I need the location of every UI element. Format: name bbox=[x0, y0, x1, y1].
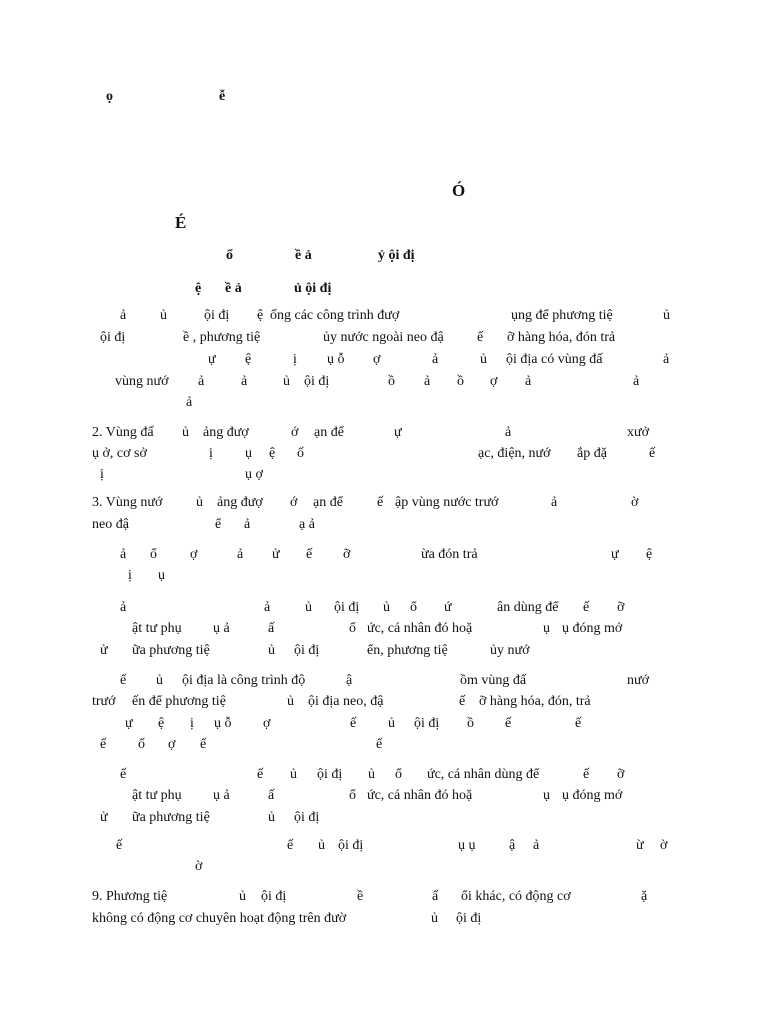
text-fragment: ế bbox=[287, 838, 294, 853]
text-fragment: ụ ở, cơ sở bbox=[92, 446, 147, 461]
text-fragment: ổ bbox=[349, 788, 356, 803]
text-fragment: ả bbox=[505, 425, 512, 440]
text-fragment: không có động cơ chuyên hoạt động trên đườ bbox=[92, 911, 347, 926]
text-fragment: ảng đượ bbox=[203, 425, 249, 440]
text-fragment: ức, cá nhân đó hoặ bbox=[367, 788, 473, 803]
text-fragment: ội đị bbox=[304, 374, 330, 389]
text-fragment: ức, cá nhân dùng để bbox=[427, 767, 540, 782]
text-fragment: ệ bbox=[257, 308, 264, 323]
text-fragment: ế bbox=[120, 767, 127, 782]
text-fragment: ụ ỗ bbox=[327, 352, 345, 367]
text-fragment: ế bbox=[459, 694, 466, 709]
text-fragment: ậ bbox=[346, 673, 353, 688]
text-fragment: ụ ợ bbox=[245, 467, 263, 482]
text-fragment: ủ bbox=[431, 911, 438, 926]
text-fragment: ập vùng nước trướ bbox=[395, 495, 499, 510]
text-fragment: ề bbox=[357, 889, 364, 904]
text-fragment: ữa phương tiệ bbox=[132, 643, 210, 658]
text-fragment: ự bbox=[208, 352, 216, 367]
text-fragment: ệ bbox=[245, 352, 252, 367]
subsection-heading-part: ệ bbox=[195, 281, 202, 296]
text-fragment: ự bbox=[394, 425, 402, 440]
text-fragment: ụ bbox=[543, 788, 550, 803]
text-fragment: ị bbox=[190, 716, 194, 731]
text-fragment: ệ bbox=[158, 716, 165, 731]
text-fragment: ụ ỗ bbox=[214, 716, 232, 731]
text-fragment: ế bbox=[477, 330, 484, 345]
text-fragment: ế bbox=[100, 737, 107, 752]
text-fragment: ội đị bbox=[456, 911, 482, 926]
text-fragment: ớ bbox=[291, 425, 299, 440]
text-fragment: ờ bbox=[660, 838, 668, 853]
text-fragment: ội địa có vùng đấ bbox=[506, 352, 603, 367]
text-fragment: ả bbox=[120, 308, 127, 323]
text-fragment: 2. Vùng đấ bbox=[92, 425, 154, 440]
text-fragment: ố bbox=[297, 446, 304, 461]
text-fragment: ội đị bbox=[204, 308, 230, 323]
text-fragment: ế bbox=[306, 547, 313, 562]
text-fragment: ế bbox=[583, 600, 590, 615]
text-fragment: ụ đóng mớ bbox=[562, 621, 623, 636]
text-fragment: ổi khác, có động cơ bbox=[461, 889, 571, 904]
text-fragment: nướ bbox=[627, 673, 649, 688]
text-fragment: xưở bbox=[627, 425, 649, 440]
text-fragment: ủ bbox=[383, 600, 390, 615]
text-fragment: ụ bbox=[245, 446, 252, 461]
text-fragment: ả bbox=[633, 374, 640, 389]
text-fragment: ứ bbox=[444, 600, 452, 615]
text-fragment: ỡ bbox=[343, 547, 351, 562]
section-heading-part: ỷ ội đị bbox=[378, 248, 415, 263]
text-fragment: ị bbox=[293, 352, 297, 367]
text-fragment: ả bbox=[186, 395, 193, 410]
text-fragment: ế bbox=[505, 716, 512, 731]
text-fragment: ân dùng để bbox=[497, 600, 559, 615]
text-fragment: ạc, điện, nướ bbox=[478, 446, 551, 461]
text-fragment: ự bbox=[611, 547, 619, 562]
text-fragment: ồ bbox=[388, 374, 395, 389]
text-fragment: ủ bbox=[480, 352, 487, 367]
text-fragment: ổ bbox=[395, 767, 402, 782]
text-fragment: ố bbox=[138, 737, 145, 752]
chapter-heading: É bbox=[175, 213, 187, 232]
text-fragment: ồ bbox=[457, 374, 464, 389]
text-fragment: ội đị bbox=[338, 838, 364, 853]
text-fragment: ế bbox=[376, 737, 383, 752]
text-fragment: ế bbox=[116, 838, 123, 853]
text-fragment: ề , phương tiệ bbox=[183, 330, 261, 345]
text-fragment: ủ bbox=[318, 838, 325, 853]
text-fragment: ụ ả bbox=[213, 788, 230, 803]
text-fragment: ủ bbox=[290, 767, 297, 782]
text-fragment: ủy nướ bbox=[490, 643, 530, 658]
text-fragment: ủy nước ngoài neo đậ bbox=[323, 330, 444, 345]
text-fragment: ội địa là công trình độ bbox=[182, 673, 306, 688]
text-fragment: ỡ bbox=[617, 767, 625, 782]
text-fragment: ả bbox=[424, 374, 431, 389]
text-fragment: ội đị bbox=[414, 716, 440, 731]
text-fragment: ỡ bbox=[617, 600, 625, 615]
text-fragment: ừa đón trả bbox=[421, 547, 478, 562]
text-fragment: ội đị bbox=[100, 330, 126, 345]
text-fragment: ờ bbox=[195, 859, 203, 874]
text-fragment: ả bbox=[264, 600, 271, 615]
text-fragment: ế bbox=[257, 767, 264, 782]
text-fragment: ụ ụ bbox=[458, 838, 476, 853]
header-left-fragment: ọ bbox=[106, 89, 113, 104]
text-fragment: ử bbox=[100, 643, 108, 658]
document-title: Ó bbox=[452, 181, 466, 200]
text-fragment: ừ bbox=[636, 838, 644, 853]
header-right-fragment: ễ bbox=[219, 89, 226, 104]
text-fragment: ậ bbox=[509, 838, 516, 853]
text-fragment: ủ bbox=[368, 767, 375, 782]
text-fragment: ệ bbox=[646, 547, 653, 562]
subsection-heading-part: ề ả bbox=[225, 281, 242, 296]
text-fragment: ể bbox=[215, 517, 222, 532]
text-fragment: ả bbox=[663, 352, 670, 367]
text-fragment: ủ bbox=[160, 308, 167, 323]
text-fragment: 9. Phương tiệ bbox=[92, 889, 168, 904]
text-fragment: ấ bbox=[268, 788, 275, 803]
text-fragment: ội đị bbox=[317, 767, 343, 782]
text-fragment: ả bbox=[241, 374, 248, 389]
text-fragment: ế bbox=[120, 673, 127, 688]
text-fragment: ỡ hàng hóa, đón, trả bbox=[479, 694, 591, 709]
text-fragment: ờ bbox=[631, 495, 639, 510]
text-fragment: ấ bbox=[432, 889, 439, 904]
text-fragment: ệ bbox=[269, 446, 276, 461]
text-fragment: ủ bbox=[663, 308, 670, 323]
text-fragment: ả bbox=[120, 547, 127, 562]
text-fragment: trướ bbox=[92, 694, 116, 709]
text-fragment: ả bbox=[551, 495, 558, 510]
text-fragment: ủ bbox=[287, 694, 294, 709]
text-fragment: 3. Vùng nướ bbox=[92, 495, 163, 510]
text-fragment: ế bbox=[350, 716, 357, 731]
text-fragment: ổ bbox=[349, 621, 356, 636]
text-fragment: ị bbox=[100, 467, 104, 482]
text-fragment: ớ bbox=[290, 495, 298, 510]
text-fragment: ức, cá nhân đó hoặ bbox=[367, 621, 473, 636]
text-fragment: ụ ả bbox=[213, 621, 230, 636]
text-fragment: ị bbox=[209, 446, 213, 461]
text-fragment: ội đị bbox=[294, 643, 320, 658]
text-fragment: ồ bbox=[467, 716, 474, 731]
text-fragment: ạ ả bbox=[299, 517, 315, 532]
text-fragment: ạn để bbox=[313, 495, 343, 510]
text-fragment: ủ bbox=[196, 495, 203, 510]
text-fragment: ự bbox=[125, 716, 133, 731]
text-fragment: ủ bbox=[388, 716, 395, 731]
text-fragment: ảng đượ bbox=[217, 495, 263, 510]
text-fragment: ến để phương tiệ bbox=[132, 694, 226, 709]
text-fragment: ả bbox=[525, 374, 532, 389]
text-fragment: ế bbox=[583, 767, 590, 782]
text-fragment: ội đị bbox=[334, 600, 360, 615]
text-fragment: vùng nướ bbox=[115, 374, 169, 389]
text-fragment: ống các công trình đượ bbox=[270, 308, 400, 323]
text-fragment: ắp đặ bbox=[577, 446, 607, 461]
text-fragment: ả bbox=[432, 352, 439, 367]
text-fragment: ổ bbox=[410, 600, 417, 615]
text-fragment: ủ bbox=[156, 673, 163, 688]
text-fragment: ả bbox=[244, 517, 251, 532]
text-fragment: ử bbox=[272, 547, 280, 562]
text-fragment: ội đị bbox=[261, 889, 287, 904]
text-fragment: ỡ hàng hóa, đón trả bbox=[507, 330, 616, 345]
text-fragment: ụ bbox=[158, 568, 165, 583]
text-fragment: ả bbox=[198, 374, 205, 389]
text-fragment: ế bbox=[200, 737, 207, 752]
text-fragment: ủ bbox=[182, 425, 189, 440]
text-fragment: ợ bbox=[168, 737, 176, 752]
text-fragment: neo đậ bbox=[92, 517, 129, 532]
text-fragment: ặ bbox=[641, 889, 648, 904]
text-fragment: ử bbox=[100, 810, 108, 825]
text-fragment: ế bbox=[575, 716, 582, 731]
text-fragment: ủ bbox=[268, 810, 275, 825]
text-fragment: ấ bbox=[268, 621, 275, 636]
text-fragment: ị bbox=[128, 568, 132, 583]
text-fragment: ụ bbox=[543, 621, 550, 636]
text-fragment: ả bbox=[120, 600, 127, 615]
text-fragment: ồm vùng đấ bbox=[460, 673, 527, 688]
text-fragment: ế bbox=[377, 495, 384, 510]
text-fragment: ợ bbox=[190, 547, 198, 562]
section-heading-part: ề ả bbox=[295, 248, 312, 263]
subsection-heading-part: ủ ội đị bbox=[294, 281, 332, 296]
text-fragment: ội địa neo, đậ bbox=[308, 694, 384, 709]
text-fragment: ụng để phương tiệ bbox=[511, 308, 613, 323]
text-fragment: ợ bbox=[490, 374, 498, 389]
text-fragment: ả bbox=[533, 838, 540, 853]
text-fragment: ả bbox=[237, 547, 244, 562]
text-fragment: ợ bbox=[263, 716, 271, 731]
text-fragment: ủ bbox=[283, 374, 290, 389]
text-fragment: ụ đóng mớ bbox=[562, 788, 623, 803]
text-fragment: ển, phương tiệ bbox=[367, 643, 448, 658]
text-fragment: ữa phương tiệ bbox=[132, 810, 210, 825]
text-fragment: ổ bbox=[150, 547, 157, 562]
text-fragment: ạn để bbox=[314, 425, 344, 440]
text-fragment: ế bbox=[649, 446, 656, 461]
section-heading-part: ổ bbox=[226, 248, 233, 263]
text-fragment: ủ bbox=[268, 643, 275, 658]
text-fragment: ủ bbox=[239, 889, 246, 904]
text-fragment: ủ bbox=[305, 600, 312, 615]
text-fragment: ật tư phụ bbox=[132, 788, 182, 803]
text-fragment: ật tư phụ bbox=[132, 621, 182, 636]
text-fragment: ợ bbox=[373, 352, 381, 367]
text-fragment: ội đị bbox=[294, 810, 320, 825]
